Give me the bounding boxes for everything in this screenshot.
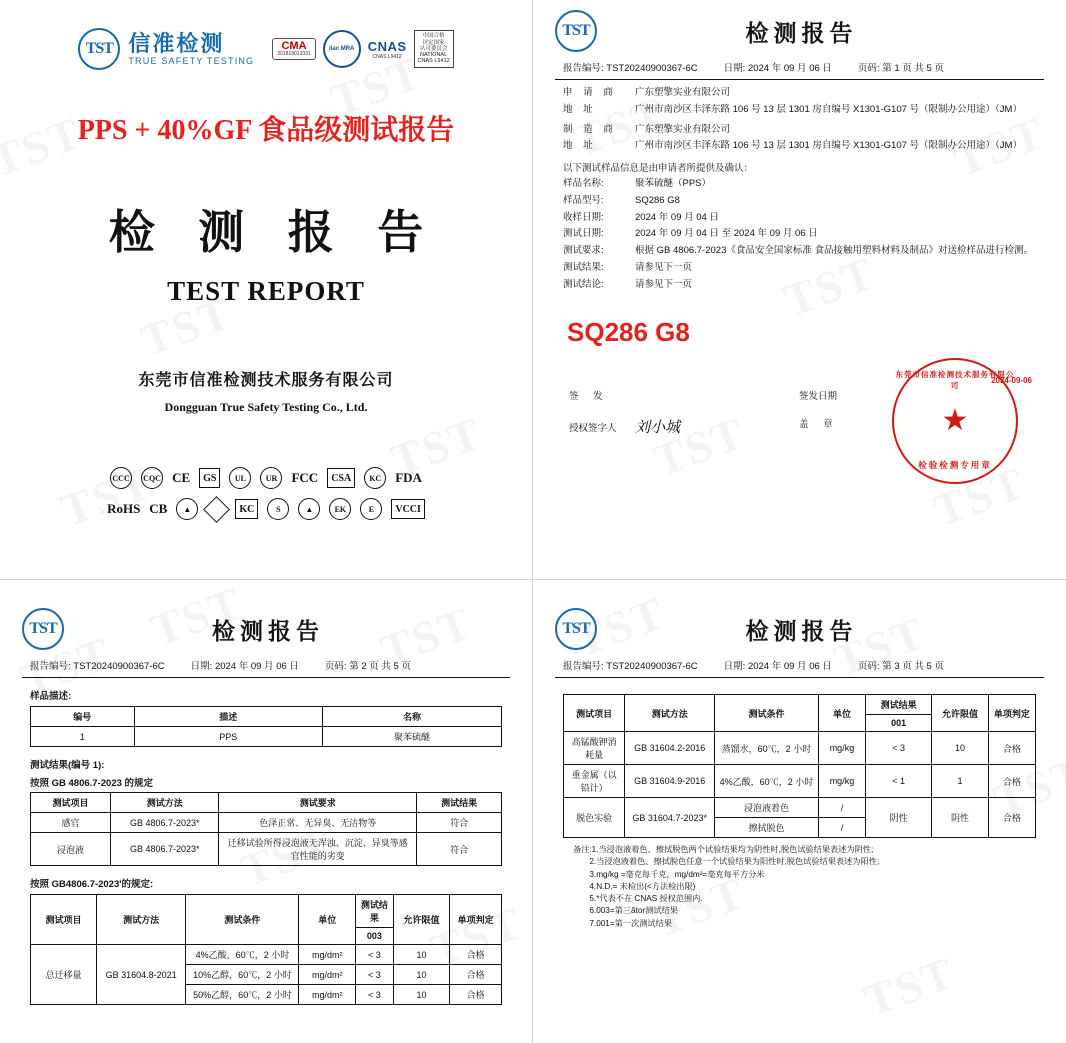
report-no-value: TST20240900367-6C <box>606 661 698 672</box>
remark-line: 7.001=第一次测试结果 <box>573 918 672 928</box>
kc-mark-icon: KC <box>364 467 386 489</box>
page-label: 页码: <box>857 661 880 672</box>
cell: 重金属（以铅计） <box>564 765 625 798</box>
cell: 符合 <box>417 813 502 833</box>
cell: PPS <box>134 727 322 747</box>
accreditation-badges <box>272 30 453 68</box>
remark-line: 5.*代表不在 CNAS 授权范围内. <box>573 894 703 904</box>
field-label: 地 址 <box>563 103 597 115</box>
cell: 合格 <box>988 732 1035 765</box>
cell: mg/dm² <box>299 965 356 985</box>
field-applicant-address <box>533 103 1066 117</box>
field-label: 测试结果: <box>563 261 604 273</box>
page-3 <box>0 580 533 1043</box>
cqc-mark-icon: CQC <box>141 467 163 489</box>
tst-logo-icon: TST <box>555 608 597 650</box>
field-label: 申 请 商 <box>563 87 617 98</box>
cell: 色泽正常、无异臭、无洁物等 <box>219 813 417 833</box>
cell: 1 <box>932 765 989 798</box>
remarks-block <box>533 838 1066 930</box>
cell: 脱色实验 <box>564 798 625 838</box>
cell: GB 31604.7-2023* <box>625 798 715 838</box>
col-header: 测试项目 <box>564 695 625 732</box>
fcc-mark-icon: FCC <box>291 470 319 485</box>
cell: 4%乙酸，60℃，2 小时 <box>186 945 299 965</box>
marks-row-1 <box>0 467 532 489</box>
cell: 浸泡液 <box>31 833 111 866</box>
declaration-text: 以下测试样品信息是由申请者所提供及确认： <box>563 163 754 175</box>
cell: GB 4806.7-2023* <box>111 833 219 866</box>
field-manufacturer-address <box>533 139 1066 153</box>
report-heading: 检测报告 <box>745 20 858 46</box>
report-meta <box>533 52 1066 74</box>
col-header: 测试条件 <box>715 695 819 732</box>
report-heading: 检测报告 <box>212 618 324 644</box>
cell: 10 <box>393 945 450 965</box>
cell: 4%乙酸，60℃，2 小时 <box>715 765 819 798</box>
field-label: 测试要求: <box>563 245 604 257</box>
cell: 迁移试验所得浸泡液无浑浊、沉淀、异臭等感官性能的劣变 <box>219 833 417 866</box>
company-name-cn: 信准检测 <box>128 30 225 56</box>
seal-label: 盖 章 <box>799 419 839 431</box>
cell: 10 <box>393 965 450 985</box>
page-value: 第 1 页 共 5 页 <box>882 63 944 74</box>
col-header: 编号 <box>31 707 135 727</box>
field-value: 2024 年 09 月 04 日 <box>635 211 719 223</box>
cell: 10%乙醇，60℃，2 小时 <box>186 965 299 985</box>
company-logo <box>78 28 254 70</box>
result-sub-header: 001 <box>866 715 932 732</box>
table-row <box>31 945 502 965</box>
cell: / <box>818 798 865 818</box>
remark-line: 2.当浸泡液着色、擦拭脱色任意一个试验结果为阳性时,脱色试验结果表述为阳性; <box>573 857 880 867</box>
seal-top-text: 东莞市信准检测技术服务有限公司 <box>895 370 1015 391</box>
cell: GB 31604.2-2016 <box>625 732 715 765</box>
cell: mg/dm² <box>299 985 356 1005</box>
gs-mark-icon: GS <box>199 468 220 488</box>
page2-header <box>533 0 1066 52</box>
field-manufacturer <box>533 123 1066 137</box>
report-date-label: 日期: <box>190 661 213 672</box>
field-test-result <box>533 261 1066 275</box>
tuv-mark-icon: ▲ <box>176 498 198 520</box>
page3-header <box>0 580 532 650</box>
cell: 合格 <box>450 965 502 985</box>
result-sub-header: 003 <box>355 928 393 945</box>
field-value: 2024 年 09 月 04 日 至 2024 年 09 月 06 日 <box>635 228 818 240</box>
cell: 阴性 <box>866 798 932 838</box>
field-test-requirement <box>533 244 1066 258</box>
issue-label: 签 发 <box>569 391 609 403</box>
remark-line: 3.mg/kg =毫克每千克，mg/dm²=毫克每平方分米 <box>573 869 765 879</box>
cell: 总迁移量 <box>31 945 97 1005</box>
tst-logo-icon: TST <box>78 28 120 70</box>
field-label: 样品名称: <box>563 178 604 190</box>
field-value: 根据 GB 4806.7-2023《食品安全国家标准 食品接触用塑料材料及制品》对送检样品进行检测。 <box>635 245 1033 257</box>
field-sample-model <box>533 194 1066 208</box>
cell: GB 4806.7-2023* <box>111 813 219 833</box>
ce-mark-icon: CE <box>172 470 191 485</box>
cell: 浸泡液着色 <box>715 798 819 818</box>
report-date-value: 2024 年 09 月 06 日 <box>747 661 832 672</box>
remark-line: 备注:1.当浸泡液着色、擦拭脱色两个试验结果均为阴性时,脱色试验结果表述为阴性; <box>573 845 874 854</box>
cell: 合格 <box>450 985 502 1005</box>
col-header: 单位 <box>818 695 865 732</box>
field-receive-date <box>533 211 1066 225</box>
page-value: 第 3 页 共 5 页 <box>882 661 944 672</box>
page4-header <box>533 580 1066 650</box>
field-label: 测试结论: <box>563 278 604 290</box>
cell: / <box>818 818 865 838</box>
col-header: 测试项目 <box>31 895 97 945</box>
report-date-label: 日期: <box>723 661 746 672</box>
standard-label-1: 按照 GB 4806.7-2023 的规定 <box>30 778 154 789</box>
col-header: 单项判定 <box>988 695 1035 732</box>
cell: 阴性 <box>932 798 989 838</box>
company-name-en: TRUE SAFETY TESTING <box>128 56 255 67</box>
cell: 合格 <box>988 765 1035 798</box>
company-full-name-en: Dongguan True Safety Testing Co., Ltd. <box>164 400 368 414</box>
field-applicant <box>533 86 1066 100</box>
seal-star-icon: ★ <box>941 404 969 438</box>
report-date-value: 2024 年 09 月 06 日 <box>747 63 832 74</box>
col-header: 测试要求 <box>219 793 417 813</box>
col-header: 允许限值 <box>932 695 989 732</box>
field-value: 广东塑擎实业有限公司 <box>635 87 731 98</box>
kc2-mark-icon: KC <box>235 499 258 519</box>
table-header-row <box>31 707 502 727</box>
table-row <box>31 833 502 866</box>
table-header-row <box>564 695 1036 715</box>
field-label: 样品型号: <box>563 194 604 206</box>
issue-row <box>569 388 799 402</box>
cell: 合格 <box>988 798 1035 838</box>
product-report-title: PPS + 40%GF 食品级测试报告 <box>77 115 455 146</box>
col-header: 测试结果 <box>866 695 932 715</box>
report-no-value: TST20240900367-6C <box>606 63 698 74</box>
migration-test-table <box>30 894 502 1005</box>
sensory-test-table <box>30 792 502 866</box>
ul-mark-icon: UL <box>229 467 251 489</box>
cell: 蒸馏水，60℃，2 小时 <box>715 732 819 765</box>
seal-date: 2024-09-06 <box>991 376 1032 386</box>
fda-mark-icon: FDA <box>395 470 422 485</box>
field-label: 制 造 商 <box>563 123 617 135</box>
cnas-badge-icon: CNAS CNAS L9412 <box>367 38 407 60</box>
sample-desc-label: 样品描述: <box>30 691 72 702</box>
certification-marks <box>0 467 532 520</box>
ilac-mra-badge-icon: ilac MRA <box>323 30 361 68</box>
authorized-label: 授权签字人 <box>569 422 617 434</box>
cell: 1 <box>31 727 135 747</box>
cell: GB 31604.8-2021 <box>96 945 185 1005</box>
page-value: 第 2 页 共 5 页 <box>349 661 411 672</box>
page-label: 页码: <box>857 63 880 74</box>
handwritten-signature: 刘小城 <box>635 420 681 437</box>
report-title-cn: 检 测 报 告 <box>108 207 440 258</box>
col-header: 名称 <box>323 707 502 727</box>
col-header: 描述 <box>134 707 322 727</box>
vde-mark-icon <box>203 496 230 523</box>
pse-mark-icon: ▲ <box>298 498 320 520</box>
ccc-mark-icon: CCC <box>110 467 132 489</box>
cell: < 1 <box>866 765 932 798</box>
cell: GB 31604.9-2016 <box>625 765 715 798</box>
ek-mark-icon: EK <box>329 498 351 520</box>
report-no-value: TST20240900367-6C <box>73 661 165 672</box>
page-4 <box>533 580 1066 1043</box>
test-result-label: 测试结果(编号 1): <box>30 760 105 771</box>
page-2 <box>533 0 1066 580</box>
page-label: 页码: <box>324 661 347 672</box>
table-row <box>31 813 502 833</box>
e-mark-icon: E <box>360 498 382 520</box>
cell: 10 <box>393 985 450 1005</box>
table-row <box>31 727 502 747</box>
sample-description-table <box>30 706 502 747</box>
field-test-date <box>533 227 1066 241</box>
report-meta <box>533 650 1066 672</box>
ur-mark-icon: UR <box>260 467 282 489</box>
field-value: 请参见下一页 <box>635 261 693 273</box>
vcci-mark-icon: VCCI <box>391 499 425 519</box>
issue-date-label: 签发日期 <box>799 391 838 403</box>
standard-label-2: 按照 GB4806.7-2023'的规定: <box>30 879 154 890</box>
model-code: SQ286 G8 <box>567 317 690 348</box>
remark-line: 6.003=第三ător测试结果 <box>573 906 678 916</box>
field-value: 广州市南沙区丰泽东路 106 号 13 层 1301 房自编号 X1301-G107 号（限制办公用途）（JM） <box>635 140 1022 152</box>
header-divider <box>555 79 1044 80</box>
cell: 聚苯硫醚 <box>323 727 502 747</box>
field-label: 收样日期: <box>563 211 604 223</box>
cell: 感官 <box>31 813 111 833</box>
col-header: 测试方法 <box>96 895 185 945</box>
col-header: 测试结果 <box>355 895 393 928</box>
remark-line: 4.N.D.= 未检出(<方法检出限) <box>573 881 696 891</box>
cell: mg/dm² <box>299 945 356 965</box>
col-header: 测试项目 <box>31 793 111 813</box>
company-full-name-cn: 东莞市信准检测技术服务有限公司 <box>138 372 394 389</box>
report-no-label: 报告编号: <box>563 63 604 74</box>
field-sample-name <box>533 177 1066 191</box>
field-conclusion <box>533 278 1066 292</box>
signature-area <box>533 348 1066 471</box>
table-header-row <box>31 895 502 928</box>
chemical-test-table <box>563 694 1036 838</box>
field-value: 广东塑擎实业有限公司 <box>635 123 731 135</box>
seal-bottom-text: 检验检测专用章 <box>918 460 992 471</box>
authorized-signer-row <box>569 416 799 437</box>
cell: < 3 <box>866 732 932 765</box>
report-no-label: 报告编号: <box>30 661 71 672</box>
report-heading: 检测报告 <box>745 618 858 644</box>
table-header-row <box>31 793 502 813</box>
cell: < 3 <box>355 985 393 1005</box>
report-date-value: 2024 年 09 月 06 日 <box>214 661 299 672</box>
field-label: 测试日期: <box>563 228 604 240</box>
cell: 50%乙醇，60℃，2 小时 <box>186 985 299 1005</box>
cell: mg/kg <box>818 732 865 765</box>
cell: mg/kg <box>818 765 865 798</box>
field-value: 聚苯硫醚（PPS） <box>635 178 712 190</box>
col-header: 测试方法 <box>111 793 219 813</box>
csa-mark-icon: CSA <box>327 468 355 488</box>
col-header: 测试结果 <box>417 793 502 813</box>
cell: 高锰酸钾消耗量 <box>564 732 625 765</box>
cell: 合格 <box>450 945 502 965</box>
report-no-label: 报告编号: <box>563 661 604 672</box>
report-date-label: 日期: <box>723 63 746 74</box>
field-value: 请参见下一页 <box>635 278 693 290</box>
table-row <box>564 732 1036 765</box>
table-row <box>564 798 1036 818</box>
cma-badge-icon: CMA 201819013331 <box>272 38 315 61</box>
cell: < 3 <box>355 945 393 965</box>
report-title-en: TEST REPORT <box>167 276 365 306</box>
cell: 10 <box>932 732 989 765</box>
page1-header <box>0 0 532 70</box>
cell: 擦拭脱色 <box>715 818 819 838</box>
tst-logo-icon: TST <box>22 608 64 650</box>
marks-row-2 <box>0 498 532 520</box>
cell: 符合 <box>417 833 502 866</box>
col-header: 单位 <box>299 895 356 945</box>
cb-mark-icon: CB <box>149 501 168 516</box>
cnas-box-icon: 中国合格 评定国家 认可委员会 NATIONAL CNAS L9412 <box>414 30 454 68</box>
report-meta <box>0 650 532 672</box>
cell: < 3 <box>355 965 393 985</box>
col-header: 测试方法 <box>625 695 715 732</box>
col-header: 测试条件 <box>186 895 299 945</box>
field-label: 地 址 <box>563 140 597 152</box>
saa-mark-icon: S <box>267 498 289 520</box>
field-value: SQ286 G8 <box>635 194 680 206</box>
col-header: 单项判定 <box>450 895 502 945</box>
rohs-mark-icon: RoHS <box>107 501 141 516</box>
page-1 <box>0 0 533 580</box>
field-value: 广州市南沙区丰泽东路 106 号 13 层 1301 房自编号 X1301-G107 号（限制办公用途）（JM） <box>635 103 1022 115</box>
tst-logo-icon: TST <box>555 10 597 52</box>
table-row <box>564 765 1036 798</box>
col-header: 允许限值 <box>393 895 450 945</box>
